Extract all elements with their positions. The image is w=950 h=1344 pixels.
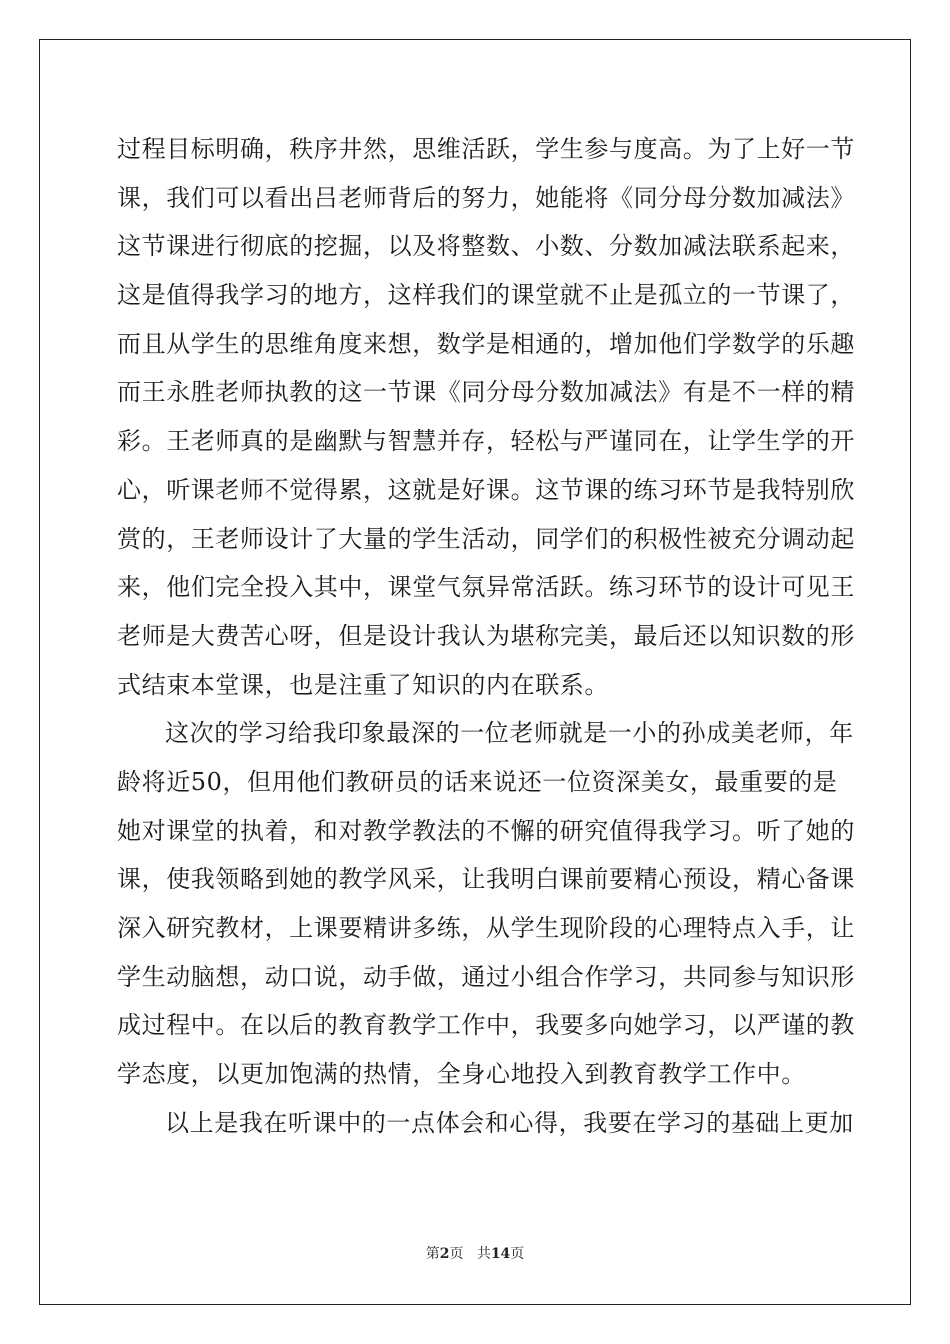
text-line: 来，他们完全投入其中，课堂气氛异常活跃。练习环节的设计可见王 bbox=[117, 573, 855, 602]
text-line: 成过程中。在以后的教育教学工作中，我要多向她学习，以严谨的教 bbox=[117, 1011, 855, 1040]
text-line: 赏的，王老师设计了大量的学生活动，同学们的积极性被充分调动起 bbox=[117, 524, 855, 553]
text-line: 她对课堂的执着，和对教学教法的不懈的研究值得我学习。听了她的 bbox=[117, 816, 855, 845]
text-line: 这是值得我学习的地方，这样我们的课堂就不止是孤立的一节课了， bbox=[117, 281, 855, 310]
text-line: 课，我们可以看出吕老师背后的努力，她能将《同分母分数加减法》 bbox=[117, 183, 855, 212]
text-line: 而且从学生的思维角度来想，数学是相通的，增加他们学数学的乐趣 bbox=[117, 329, 855, 358]
paragraph-start-line: 以上是我在听课中的一点体会和心得，我要在学习的基础上更加 bbox=[165, 1108, 854, 1137]
text-line: 龄将近50，但用他们教研员的话来说还一位资深美女，最重要的是 bbox=[117, 767, 838, 796]
text-line: 课，使我领略到她的教学风采，让我明白课前要精心预设，精心备课 bbox=[117, 865, 855, 894]
page-footer bbox=[0, 1243, 950, 1263]
footer-total-unit: 页 bbox=[510, 1246, 525, 1262]
footer-prefix: 第 bbox=[425, 1246, 440, 1262]
document-body bbox=[117, 125, 855, 1147]
text-line: 过程目标明确，秩序井然，思维活跃，学生参与度高。为了上好一节 bbox=[117, 135, 855, 163]
paragraph-start-line: 这次的学习给我印象最深的一位老师就是一小的孙成美老师，年 bbox=[165, 719, 854, 748]
text-line: 老师是大费苦心呀，但是设计我认为堪称完美，最后还以知识数的形 bbox=[117, 621, 855, 650]
current-page-number: 2 bbox=[439, 1246, 450, 1262]
text-line: 式结束本堂课，也是注重了知识的内在联系。 bbox=[117, 670, 609, 699]
text-line: 学生动脑想，动口说，动手做，通过小组合作学习，共同参与知识形 bbox=[117, 962, 855, 991]
text-line: 心，听课老师不觉得累，这就是好课。这节课的练习环节是我特别欣 bbox=[117, 475, 855, 504]
text-line: 这节课进行彻底的挖掘，以及将整数、小数、分数加减法联系起来， bbox=[117, 232, 855, 261]
text-line: 深入研究教材，上课要精讲多练，从学生现阶段的心理特点入手，让 bbox=[117, 914, 855, 942]
footer-total-prefix: 共 bbox=[476, 1246, 491, 1262]
footer-page-unit: 页 bbox=[449, 1246, 464, 1262]
text-line: 而王永胜老师执教的这一节课《同分母分数加减法》有是不一样的精 bbox=[117, 378, 855, 407]
text-line: 彩。王老师真的是幽默与智慧并存，轻松与严谨同在，让学生学的开 bbox=[117, 427, 855, 456]
text-line: 学态度，以更加饱满的热情，全身心地投入到教育教学工作中。 bbox=[117, 1060, 806, 1089]
total-pages-number: 14 bbox=[490, 1246, 511, 1262]
